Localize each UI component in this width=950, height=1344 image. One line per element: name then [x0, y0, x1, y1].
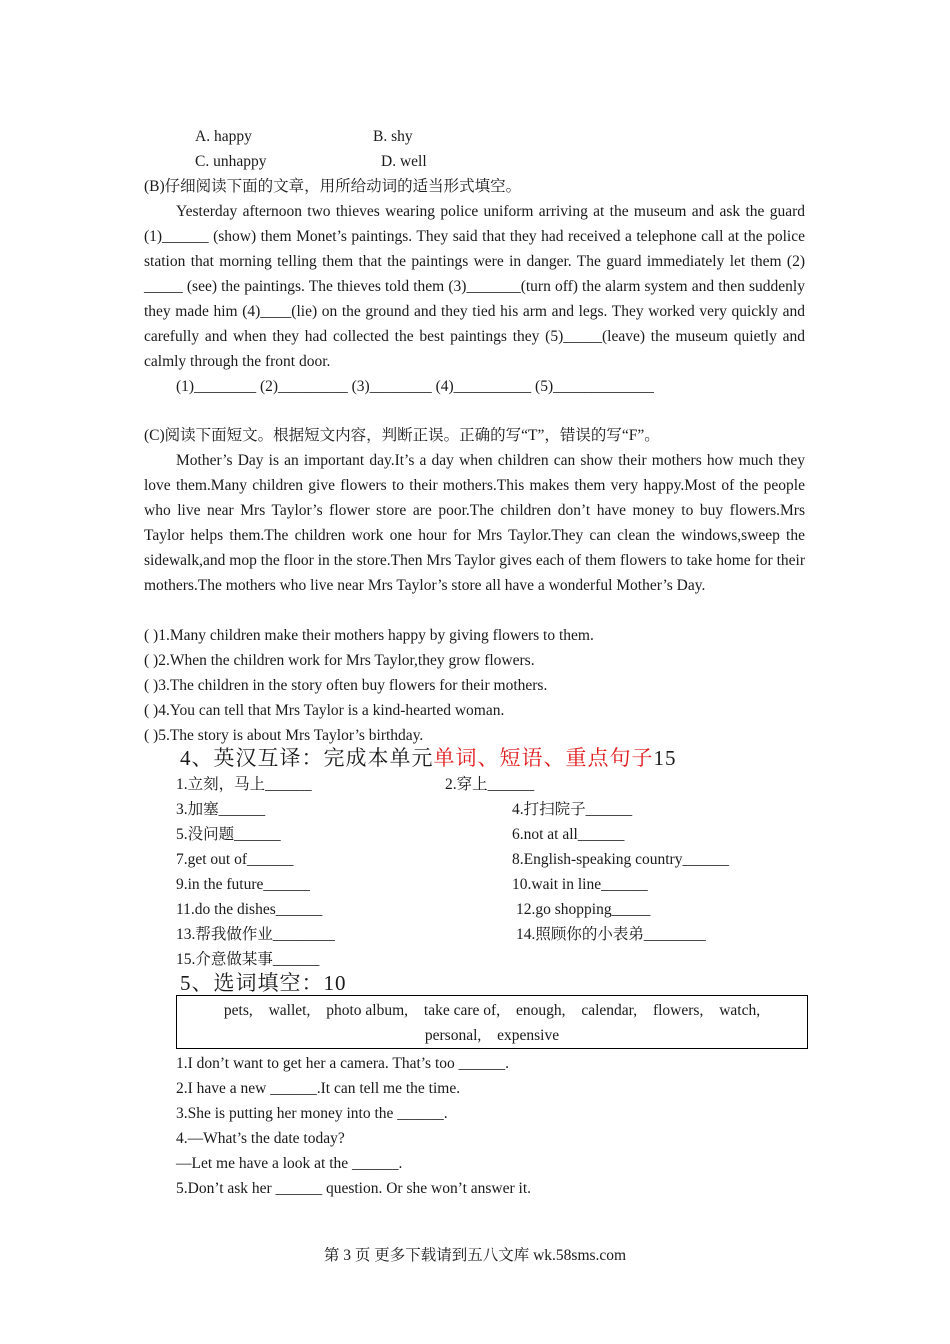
fill-sentence-5: 5.Don’t ask her ______ question. Or she won’t answer it. — [176, 1180, 532, 1197]
translation-item-11: 11.do the dishes______ — [176, 901, 323, 918]
translation-item-15: 15.介意做某事______ — [176, 951, 320, 968]
tf-question-3: ( )3.The children in the story often buy flowers for their mothers. — [144, 677, 548, 694]
word-bank-item: photo album, — [326, 1002, 409, 1019]
translation-item-3: 3.加塞______ — [176, 801, 266, 818]
word-bank-item: flowers, — [652, 1002, 704, 1019]
page-footer: 第 3 页 更多下载请到五八文库 wk.58sms.com — [323, 1247, 627, 1264]
tf-question-4: ( )4.You can tell that Mrs Taylor is a kind-hearted woman. — [144, 702, 505, 719]
word-bank-item: watch, — [719, 1002, 761, 1019]
section-4-heading-score: 15 — [653, 746, 677, 770]
section-c-passage: Mother’s Day is an important day.It’s a day when children can show their mothers how much they love them.Many children give flowers to their mothers.This makes them very happy.Most of the people who live near Mrs Taylor’s flower store are poor.The children don’t have money to buy flowers.Mrs Taylor helps them.The children work one hour for Mrs Taylor.They can clean the windows,sweep the sidewalk,and mop the floor in the store.Then Mrs Taylor gives each of them flowers to take home for their mothers.The mothers who live near Mrs Taylor’s store all have a wonderful Mother’s Day. — [144, 452, 805, 594]
fill-sentence-4: 4.—What’s the date today? — [176, 1130, 345, 1147]
translation-item-8: 8.English-speaking country______ — [512, 851, 729, 868]
section-b-instruction: (B)仔细阅读下面的文章，用所给动词的适当形式填空。 — [144, 178, 522, 195]
translation-item-1: 1.立刻，马上______ — [176, 776, 312, 793]
tf-question-5: ( )5.The story is about Mrs Taylor’s birthday. — [144, 727, 424, 744]
section-4-heading — [180, 746, 677, 770]
word-bank-item: wallet, — [268, 1002, 311, 1019]
tf-question-2: ( )2.When the children work for Mrs Taylor,they grow flowers. — [144, 652, 535, 669]
fill-sentence-4-reply: —Let me have a look at the ______. — [176, 1155, 403, 1172]
word-bank — [176, 995, 808, 1049]
option-b: B. shy — [373, 128, 413, 145]
word-bank-item: enough, — [515, 1002, 566, 1019]
translation-item-6: 6.not at all______ — [512, 826, 625, 843]
section-b-passage: Yesterday afternoon two thieves wearing police uniform arriving at the museum and ask the guard (1)______ (show) them Monet’s paintings. They said that they had received a telephone call at the police station that morning telling them that the paintings were in danger. The guard immediately let them (2) _____ (see) the paintings. The thieves told them (3)_______(turn off) the alarm system and then suddenly they made him (4)____(lie) on the ground and they tied his arm and legs. They worked very quickly and carefully and when they had collected the best paintings they (5)_____(leave) the museum quietly and calmly through the front door. — [144, 203, 805, 370]
translation-item-13: 13.帮我做作业________ — [176, 926, 335, 943]
translation-item-9: 9.in the future______ — [176, 876, 310, 893]
translation-item-12: 12.go shopping_____ — [516, 901, 651, 918]
word-bank-item: calendar, — [581, 1002, 638, 1019]
option-a: A. happy — [195, 128, 252, 145]
translation-item-14: 14.照顾你的小表弟________ — [516, 926, 706, 943]
word-bank-item: expensive — [497, 1027, 560, 1044]
tf-question-1: ( )1.Many children make their mothers happy by giving flowers to them. — [144, 627, 594, 644]
translation-item-5: 5.没问题______ — [176, 826, 281, 843]
translation-item-7: 7.get out of______ — [176, 851, 294, 868]
section-4-heading-highlight: 单词、短语、重点句子 — [433, 746, 654, 770]
translation-item-10: 10.wait in line______ — [512, 876, 648, 893]
word-bank-item: pets, — [223, 1002, 253, 1019]
translation-item-2: 2.穿上______ — [445, 776, 535, 793]
translation-item-4: 4.打扫院子______ — [512, 801, 633, 818]
fill-sentence-3: 3.She is putting her money into the ______. — [176, 1105, 448, 1122]
section-5-heading: 5、选词填空：10 — [180, 971, 347, 995]
section-4-heading-prefix: 4、英汉互译：完成本单元 — [180, 746, 434, 770]
section-b-answer-blanks: (1)________ (2)_________ (3)________ (4)__________ (5)_____________ — [176, 378, 654, 395]
option-c: C. unhappy — [195, 153, 267, 170]
word-bank-item: take care of, — [423, 1002, 501, 1019]
fill-sentence-1: 1.I don’t want to get her a camera. That’s too ______. — [176, 1055, 510, 1072]
option-d: D. well — [381, 153, 427, 170]
word-bank-item: personal, — [424, 1027, 482, 1044]
fill-sentence-2: 2.I have a new ______.It can tell me the time. — [176, 1080, 461, 1097]
section-c-instruction: (C)阅读下面短文。根据短文内容，判断正误。正确的写“T”，错误的写“F”。 — [144, 427, 660, 444]
